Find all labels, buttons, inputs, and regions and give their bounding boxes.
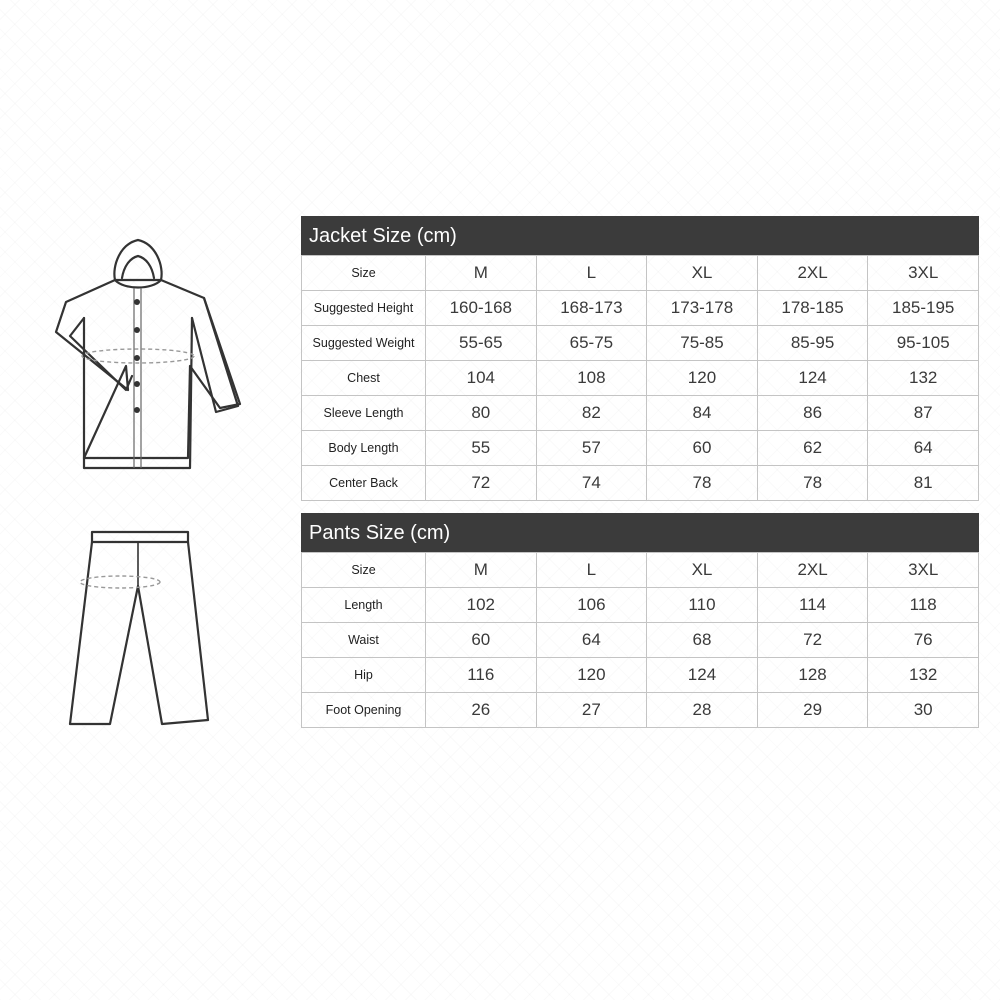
jacket-chart-title: Jacket Size (cm): [301, 216, 979, 255]
row-label: Body Length: [302, 431, 426, 466]
value-cell: 78: [757, 466, 868, 501]
size-cell: L: [536, 553, 647, 588]
value-cell: 120: [536, 658, 647, 693]
value-cell: 28: [647, 693, 758, 728]
hip-measure-ellipse: [80, 576, 160, 588]
value-cell: 85-95: [757, 326, 868, 361]
jacket-right-sleeve: [192, 298, 238, 412]
value-cell: 72: [757, 623, 868, 658]
value-cell: 95-105: [868, 326, 979, 361]
row-label: Foot Opening: [302, 693, 426, 728]
pants-chart-title: Pants Size (cm): [301, 513, 979, 552]
value-cell: 80: [426, 396, 537, 431]
jacket-hood: [114, 240, 161, 280]
value-cell: 62: [757, 431, 868, 466]
jacket-hood-inner: [122, 256, 154, 278]
jacket-button: [134, 355, 140, 361]
table-row: [302, 693, 979, 728]
jacket-collar: [115, 280, 161, 288]
value-cell: 124: [647, 658, 758, 693]
size-cell: 3XL: [868, 256, 979, 291]
row-label: Length: [302, 588, 426, 623]
row-label: Suggested Weight: [302, 326, 426, 361]
jacket-size-chart: [301, 216, 979, 501]
jacket-size-table: [301, 255, 979, 501]
value-cell: 27: [536, 693, 647, 728]
value-cell: 60: [426, 623, 537, 658]
value-cell: 81: [868, 466, 979, 501]
jacket-button: [134, 299, 140, 305]
value-cell: 87: [868, 396, 979, 431]
size-cell: XL: [647, 553, 758, 588]
value-cell: 75-85: [647, 326, 758, 361]
value-cell: 76: [868, 623, 979, 658]
table-row: [302, 466, 979, 501]
jacket-button: [134, 407, 140, 413]
value-cell: 29: [757, 693, 868, 728]
jacket-illustration: [40, 232, 270, 477]
row-label: Center Back: [302, 466, 426, 501]
table-row: [302, 553, 979, 588]
pants-size-chart: [301, 513, 979, 728]
size-cell: M: [426, 256, 537, 291]
value-cell: 104: [426, 361, 537, 396]
jacket-drawing: [40, 232, 270, 477]
row-label: Size: [302, 256, 426, 291]
value-cell: 114: [757, 588, 868, 623]
table-row: [302, 326, 979, 361]
table-row: [302, 396, 979, 431]
size-cell: L: [536, 256, 647, 291]
value-cell: 106: [536, 588, 647, 623]
value-cell: 118: [868, 588, 979, 623]
size-cell: 2XL: [757, 553, 868, 588]
table-row: [302, 256, 979, 291]
pants-size-table: [301, 552, 979, 728]
value-cell: 64: [868, 431, 979, 466]
pants-drawing: [40, 524, 270, 734]
value-cell: 78: [647, 466, 758, 501]
value-cell: 102: [426, 588, 537, 623]
row-label: Chest: [302, 361, 426, 396]
value-cell: 132: [868, 658, 979, 693]
pants-waistband: [92, 532, 188, 542]
value-cell: 128: [757, 658, 868, 693]
row-label: Sleeve Length: [302, 396, 426, 431]
value-cell: 173-178: [647, 291, 758, 326]
value-cell: 68: [647, 623, 758, 658]
jacket-button: [134, 381, 140, 387]
size-cell: 3XL: [868, 553, 979, 588]
table-row: [302, 658, 979, 693]
table-row: [302, 291, 979, 326]
value-cell: 72: [426, 466, 537, 501]
size-cell: M: [426, 553, 537, 588]
value-cell: 86: [757, 396, 868, 431]
value-cell: 64: [536, 623, 647, 658]
value-cell: 185-195: [868, 291, 979, 326]
jacket-button: [134, 327, 140, 333]
value-cell: 26: [426, 693, 537, 728]
pants-outline: [70, 542, 208, 724]
size-cell: XL: [647, 256, 758, 291]
value-cell: 57: [536, 431, 647, 466]
value-cell: 120: [647, 361, 758, 396]
value-cell: 60: [647, 431, 758, 466]
row-label: Hip: [302, 658, 426, 693]
table-row: [302, 361, 979, 396]
value-cell: 178-185: [757, 291, 868, 326]
pants-illustration: [40, 524, 270, 734]
table-row: [302, 623, 979, 658]
value-cell: 132: [868, 361, 979, 396]
table-row: [302, 431, 979, 466]
size-cell: 2XL: [757, 256, 868, 291]
value-cell: 108: [536, 361, 647, 396]
value-cell: 65-75: [536, 326, 647, 361]
value-cell: 30: [868, 693, 979, 728]
value-cell: 55: [426, 431, 537, 466]
value-cell: 124: [757, 361, 868, 396]
value-cell: 110: [647, 588, 758, 623]
row-label: Size: [302, 553, 426, 588]
value-cell: 74: [536, 466, 647, 501]
table-row: [302, 588, 979, 623]
row-label: Waist: [302, 623, 426, 658]
jacket-torso: [84, 318, 192, 468]
value-cell: 168-173: [536, 291, 647, 326]
value-cell: 160-168: [426, 291, 537, 326]
jacket-left-sleeve: [70, 318, 132, 390]
value-cell: 116: [426, 658, 537, 693]
value-cell: 84: [647, 396, 758, 431]
value-cell: 55-65: [426, 326, 537, 361]
value-cell: 82: [536, 396, 647, 431]
row-label: Suggested Height: [302, 291, 426, 326]
